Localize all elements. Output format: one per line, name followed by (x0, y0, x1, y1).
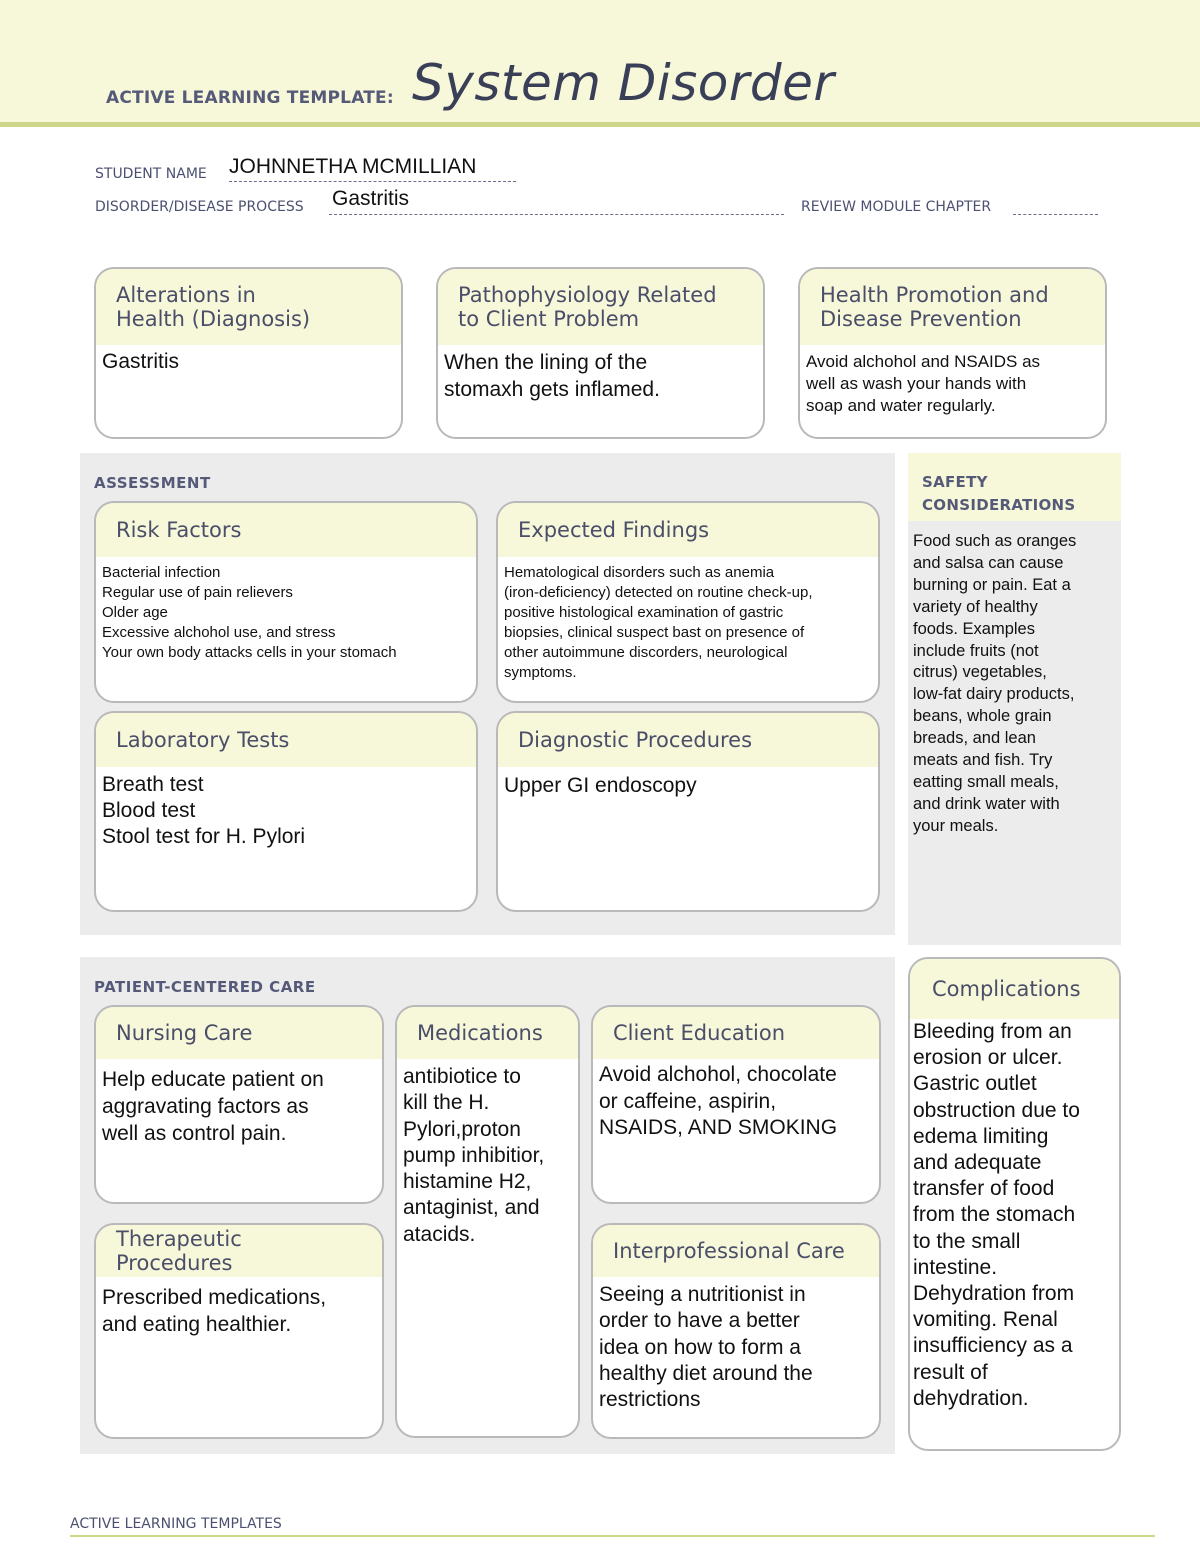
nursing-care-title: Nursing Care (96, 1007, 382, 1059)
pathophysiology-title: Pathophysiology Related to Client Problem (438, 269, 763, 345)
expected-findings-box (496, 501, 880, 703)
risk-factors-box (94, 501, 478, 703)
review-module-field[interactable] (1013, 198, 1098, 215)
health-promotion-title: Health Promotion and Disease Prevention (800, 269, 1105, 345)
diagnostic-procedures-box (496, 711, 880, 912)
footer-divider (70, 1535, 1155, 1537)
therapeutic-procedures-box (94, 1223, 384, 1439)
disorder-label: DISORDER/DISEASE PROCESS (95, 199, 304, 215)
pathophysiology-text[interactable]: When the lining of the stomaxh gets inflamed. (444, 351, 660, 401)
patient-care-title: PATIENT-CENTERED CARE (94, 978, 316, 996)
interprofessional-care-box (591, 1223, 881, 1439)
safety-text[interactable]: Food such as oranges and salsa can cause burning or pain. Eat a variety of healthy foods. Examples include fruits (not citrus) vegetables, low-fat dairy products, beans, whole grain breads, and lean meats and fish. Try eatting small meals, and drink water with your meals. (913, 532, 1077, 835)
alterations-box (94, 267, 403, 439)
alterations-title: Alterations in Health (Diagnosis) (96, 269, 401, 345)
complications-box (908, 957, 1121, 1451)
complications-text[interactable]: Bleeding from an erosion or ulcer. Gastric outlet obstruction due to edema limiting and adequate transfer of food from the stomach to the small intestine. Dehydration from vomiting. Renal insufficiency as a result of dehydration. (913, 1020, 1080, 1410)
medications-title: Medications (397, 1007, 578, 1059)
pathophysiology-box (436, 267, 765, 439)
safety-section (908, 453, 1121, 945)
nursing-care-text[interactable]: Help educate patient on aggravating factors as well as control pain. (102, 1068, 324, 1145)
student-name-field[interactable]: JOHNNETHA MCMILLIAN (229, 155, 477, 178)
health-promotion-box (798, 267, 1107, 439)
health-promotion-text[interactable]: Avoid alchohol and NSAIDS as well as wash your hands with soap and water regularly. (806, 352, 1041, 415)
expected-findings-text[interactable]: Hematological disorders such as anemia (iron-deficiency) detected on routine check-up, positive histological examination of gastric biopsies, clinical suspect bast on presence of other autoimmune discorders, neurological symptoms. (504, 564, 813, 681)
page-title: System Disorder (412, 54, 835, 112)
medications-text[interactable]: antibiotice to kill the H. Pylori,proton pump inhibitior, histamine H2, antaginist, and atacids. (403, 1065, 545, 1246)
alterations-text[interactable]: Gastritis (102, 350, 180, 373)
therapeutic-procedures-text[interactable]: Prescribed medications, and eating healthier. (102, 1286, 327, 1336)
complications-title: Complications (910, 959, 1119, 1019)
client-education-text[interactable]: Avoid alchohol, chocolate or caffeine, aspirin, NSAIDS, AND SMOKING (599, 1063, 838, 1139)
template-label: ACTIVE LEARNING TEMPLATE: (106, 88, 394, 108)
risk-factors-text[interactable]: Bacterial infection Regular use of pain relievers Older age Excessive alchohol use, and stress Your own body attacks cells in your stomach (102, 564, 397, 661)
risk-factors-title: Risk Factors (96, 503, 476, 557)
footer-label: ACTIVE LEARNING TEMPLATES (70, 1516, 282, 1532)
banner-divider (0, 122, 1200, 127)
client-education-title: Client Education (593, 1007, 879, 1059)
review-module-label: REVIEW MODULE CHAPTER (801, 199, 992, 215)
therapeutic-procedures-title: Therapeutic Procedures (96, 1225, 382, 1277)
client-education-box (591, 1005, 881, 1204)
laboratory-tests-box (94, 711, 478, 912)
nursing-care-box (94, 1005, 384, 1204)
expected-findings-title: Expected Findings (498, 503, 878, 557)
interprofessional-care-text[interactable]: Seeing a nutritionist in order to have a better idea on how to form a healthy diet around the restrictions (599, 1283, 813, 1412)
laboratory-tests-text[interactable]: Breath test Blood test Stool test for H. Pylori (102, 773, 306, 848)
laboratory-tests-title: Laboratory Tests (96, 713, 476, 767)
diagnostic-procedures-text[interactable]: Upper GI endoscopy (504, 774, 697, 797)
interprofessional-care-title: Interprofessional Care (593, 1225, 879, 1277)
assessment-title: ASSESSMENT (94, 474, 211, 492)
safety-title: SAFETY CONSIDERATIONS (908, 453, 1121, 521)
diagnostic-procedures-title: Diagnostic Procedures (498, 713, 878, 767)
medications-box (395, 1005, 580, 1438)
disorder-field[interactable]: Gastritis (332, 187, 410, 210)
student-name-label: STUDENT NAME (95, 166, 207, 182)
